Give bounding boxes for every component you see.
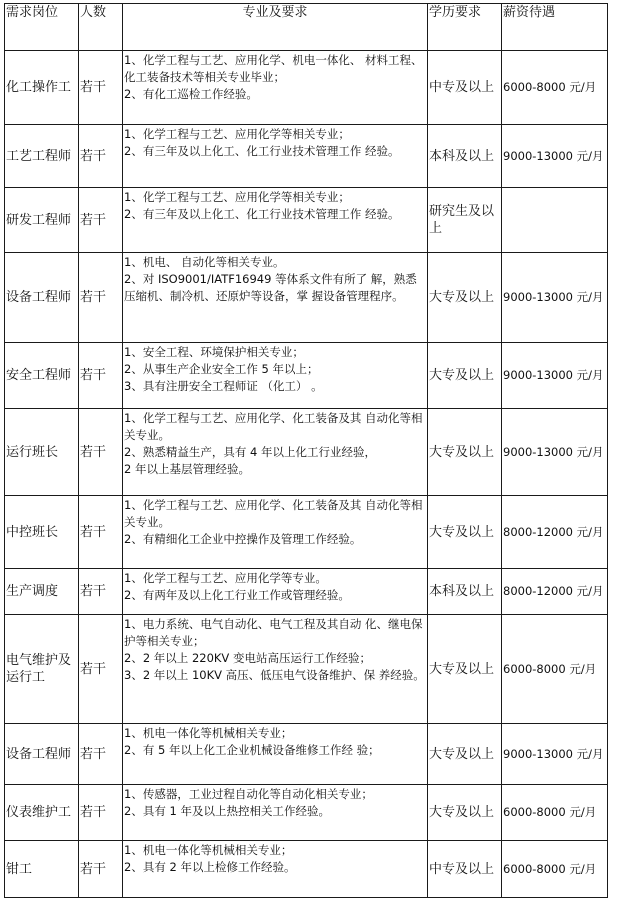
table-body — [5, 51, 608, 898]
position-title: 安全工程师 — [5, 343, 79, 409]
education-requirement: 中专及以上 — [428, 51, 502, 125]
table-row — [5, 496, 608, 569]
requirement-line: 2、具有 1 年及以上热控相关工作经验。 — [124, 804, 330, 818]
salary: 6000-8000 元/月 — [502, 841, 608, 898]
requirement-line: 2、有两年及以上化工行业工作或管理经验。 — [124, 588, 350, 602]
table-row — [5, 409, 608, 496]
position-title: 工艺工程师 — [5, 125, 79, 188]
headcount: 若干 — [79, 615, 123, 724]
requirements-cell — [123, 409, 428, 496]
requirement-line: 3、2 年以上 10KV 高压、低压电气设备维护、保 养经验。 — [124, 668, 425, 682]
position-title: 研发工程师 — [5, 188, 79, 253]
requirement-line: 1、传感器，工业过程自动化等自动化相关专业； — [124, 787, 373, 801]
requirement-line: 1、化学工程与工艺、应用化学等相关专业； — [124, 190, 350, 204]
salary: 9000-13000 元/月 — [502, 125, 608, 188]
headcount: 若干 — [79, 51, 123, 125]
position-title: 中控班长 — [5, 496, 79, 569]
requirements-cell — [123, 724, 428, 785]
requirement-line: 1、化学工程与工艺、应用化学等专业。 — [124, 571, 327, 585]
table-row — [5, 188, 608, 253]
education-requirement: 大专及以上 — [428, 409, 502, 496]
requirements-cell — [123, 51, 428, 125]
requirements-cell — [123, 125, 428, 188]
requirements-cell — [123, 188, 428, 253]
table-row — [5, 253, 608, 343]
requirement-line: 1、电力系统、电气自动化、电气工程及其自动 化、继电保护等相关专业； — [124, 617, 423, 648]
headcount: 若干 — [79, 409, 123, 496]
salary: 8000-12000 元/月 — [502, 496, 608, 569]
recruitment-table — [4, 3, 608, 898]
position-title: 生产调度 — [5, 569, 79, 615]
requirement-line: 3、具有注册安全工程师证 （化工） 。 — [124, 379, 323, 393]
headcount: 若干 — [79, 343, 123, 409]
table-row — [5, 343, 608, 409]
requirement-line: 2、有三年及以上化工、化工行业技术管理工作 经验。 — [124, 144, 400, 158]
requirement-line: 2、有 5 年以上化工企业机械设备维修工作经 验； — [124, 743, 380, 757]
table-row — [5, 51, 608, 125]
position-title: 电气维护及运行工 — [5, 615, 79, 724]
requirements-cell — [123, 615, 428, 724]
requirement-line: 2、2 年以上 220KV 变电站高压运行工作经验； — [124, 651, 371, 665]
headcount: 若干 — [79, 724, 123, 785]
position-title: 设备工程师 — [5, 724, 79, 785]
salary: 9000-13000 元/月 — [502, 724, 608, 785]
education-requirement: 大专及以上 — [428, 343, 502, 409]
position-title: 运行班长 — [5, 409, 79, 496]
requirement-line: 1、机电一体化等机械相关专业； — [124, 726, 293, 740]
header-position: 需求岗位 — [5, 4, 79, 51]
requirement-line: 2、有化工巡检工作经验。 — [124, 87, 258, 101]
education-requirement: 大专及以上 — [428, 785, 502, 841]
requirements-cell — [123, 785, 428, 841]
requirement-line: 2、熟悉精益生产，具有 4 年以上化工行业经验， — [124, 445, 376, 459]
requirement-line: 1、化学工程与工艺、应用化学、化工装备及其 自动化等相关专业。 — [124, 498, 423, 529]
education-requirement: 大专及以上 — [428, 253, 502, 343]
requirement-line: 2 年以上基层管理经验。 — [124, 462, 250, 476]
position-title: 化工操作工 — [5, 51, 79, 125]
salary: 6000-8000 元/月 — [502, 785, 608, 841]
requirement-line: 1、化学工程与工艺、应用化学、化工装备及其 自动化等相关专业。 — [124, 411, 423, 442]
education-requirement: 本科及以上 — [428, 125, 502, 188]
position-title: 钳工 — [5, 841, 79, 898]
salary: 9000-13000 元/月 — [502, 409, 608, 496]
education-requirement: 本科及以上 — [428, 569, 502, 615]
requirement-line: 2、有精细化工企业中控操作及管理工作经验。 — [124, 532, 362, 546]
header-row — [5, 4, 608, 51]
table-row — [5, 724, 608, 785]
education-requirement: 大专及以上 — [428, 615, 502, 724]
requirement-line: 1、化学工程与工艺、应用化学、机电一体化、 材料工程、化工装备技术等相关专业毕业； — [124, 53, 423, 84]
requirement-line: 2、有三年及以上化工、化工行业技术管理工作 经验。 — [124, 207, 400, 221]
table-row — [5, 785, 608, 841]
requirements-cell — [123, 496, 428, 569]
salary: 9000-13000 元/月 — [502, 343, 608, 409]
headcount: 若干 — [79, 253, 123, 343]
headcount: 若干 — [79, 496, 123, 569]
headcount: 若干 — [79, 125, 123, 188]
education-requirement: 大专及以上 — [428, 496, 502, 569]
requirement-line: 1、化学工程与工艺、应用化学等相关专业； — [124, 127, 350, 141]
requirement-line: 2、对 ISO9001/IATF16949 等体系文件有所了 解，熟悉压缩机、制冷机、还原炉等设备，掌 握设备管理程序。 — [124, 272, 417, 303]
requirement-line: 2、从事生产企业安全工作 5 年以上； — [124, 362, 319, 376]
salary: 8000-12000 元/月 — [502, 569, 608, 615]
table-row — [5, 125, 608, 188]
salary: 9000-13000 元/月 — [502, 253, 608, 343]
education-requirement: 中专及以上 — [428, 841, 502, 898]
salary — [502, 188, 608, 253]
table-row — [5, 569, 608, 615]
education-requirement: 研究生及以上 — [428, 188, 502, 253]
requirement-line: 1、机电一体化等机械相关专业； — [124, 843, 293, 857]
headcount: 若干 — [79, 785, 123, 841]
requirements-cell — [123, 343, 428, 409]
table-row — [5, 841, 608, 898]
headcount: 若干 — [79, 841, 123, 898]
requirement-line: 1、机电、 自动化等相关专业。 — [124, 255, 285, 269]
headcount: 若干 — [79, 188, 123, 253]
table-row — [5, 615, 608, 724]
salary: 6000-8000 元/月 — [502, 51, 608, 125]
education-requirement: 大专及以上 — [428, 724, 502, 785]
requirements-cell — [123, 841, 428, 898]
salary: 6000-8000 元/月 — [502, 615, 608, 724]
position-title: 设备工程师 — [5, 253, 79, 343]
header-salary: 薪资待遇 — [502, 4, 608, 51]
header-count: 人数 — [79, 4, 123, 51]
header-education: 学历要求 — [428, 4, 502, 51]
position-title: 仪表维护工 — [5, 785, 79, 841]
requirement-line: 2、具有 2 年以上检修工作经验。 — [124, 860, 296, 874]
header-requirements: 专业及要求 — [123, 4, 428, 51]
requirements-cell — [123, 253, 428, 343]
headcount: 若干 — [79, 569, 123, 615]
requirements-cell — [123, 569, 428, 615]
requirement-line: 1、安全工程、环境保护相关专业； — [124, 345, 304, 359]
